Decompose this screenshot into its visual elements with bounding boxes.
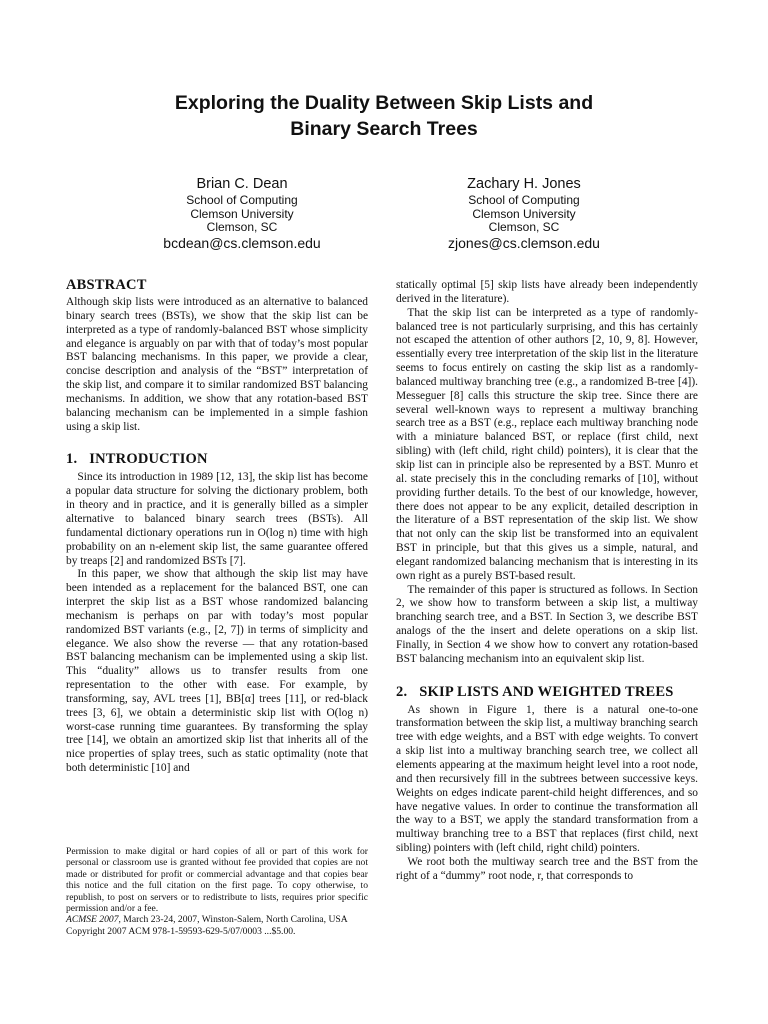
author-affiliation-line-3: Clemson, SC	[488, 220, 560, 235]
author-affiliation-line-2: Clemson University	[190, 206, 294, 221]
abstract-heading: ABSTRACT	[66, 277, 147, 293]
copyright-line: Copyright 2007 ACM 978-1-59593-629-5/07/0003 ...$5.00.	[66, 925, 296, 937]
paper-title	[60, 90, 708, 142]
section-2-paragraph-1: As shown in Figure 1, there is a natural one-to-one transformation between the skip list, a multiway branching search tree with edge weights, and a BST with edge weights. To convert a skip list into a multiway branching search tree, we collect all elements appearing at the maximum height level into a root node, and then recursively fill in the subtrees between successive keys. Weights on edges indicate parent-child height differences, and so have negative values. In order to continue the transformation all the way to a BST, we apply the standard transformation from a multiway branching tree to a BST that replaces (first child, next sibling) pointers with (left child, right child) pointers.	[396, 703, 698, 855]
section-title: INTRODUCTION	[89, 451, 208, 468]
author-affiliation-line-1: School of Computing	[186, 193, 298, 207]
author-block-2	[384, 175, 664, 252]
permission-text: Permission to make digital or hard copies of all or part of this work for personal or classroom use is granted without fee provided that copies are not made or distributed for profit or commercial advantage and that copies bear this notice and the full citation on the first page. To copy otherwise, to republish, to post on servers or to redistribute to lists, requires prior specific permission and/or a fee.	[66, 846, 368, 915]
author-name: Zachary H. Jones	[467, 176, 581, 192]
left-column	[66, 276, 368, 776]
section-number: 2.	[396, 683, 408, 700]
author-affiliation-line-3: Clemson, SC	[206, 220, 278, 235]
author-block-1	[102, 175, 382, 252]
author-email: bcdean@cs.clemson.edu	[163, 234, 321, 251]
author-email: zjones@cs.clemson.edu	[448, 234, 600, 251]
intro-paragraph-3: statically optimal [5] skip lists have already been independently derived in the literature).	[396, 279, 698, 305]
author-name: Brian C. Dean	[196, 176, 288, 192]
author-affiliation-line-1: School of Computing	[468, 193, 580, 207]
section-2-paragraph-2: We root both the multiway search tree and the BST from the right of a “dummy” root node, r, that corresponds to	[396, 855, 698, 882]
conference-name: ACMSE 2007,	[66, 914, 121, 926]
author-affiliation-line-2: Clemson University	[472, 206, 576, 221]
abstract-text: Although skip lists were introduced as an alternative to balanced binary search trees (BSTs), we show that the skip list can be interpreted as a type of randomly-balanced BST whose simplicity and elegance is arguably on par with that of today’s most popular BST balancing mechanisms. In this paper, we provide a clear, concise description and analysis of the “BST” interpretation of the skip list, and compare it to similar randomized BST balancing mechanisms. In addition, we show that any rotation-based BST balancing mechanism can be implemented in a simple fashion using a skip list.	[66, 296, 368, 433]
title-line-2: Binary Search Trees	[290, 118, 478, 140]
conference-line	[66, 914, 368, 925]
intro-paragraph-2: In this paper, we show that although the skip list may have been intended as a replacement for the balanced BST, one can interpret the skip list as a BST whose randomized balancing mechanism is perhaps on par with today’s most popular randomized BST variants (e.g., [2, 7]) in terms of simplicity and elegance. We also show the reverse — that any rotation-based BST balancing mechanism can be implemented using a skip list. This “duality” allows us to transfer results from one representation to the other with ease. For example, by transforming, say, AVL trees [1], BB[α] trees [11], or red-black trees [3, 6], we obtain a deterministic skip list with O(log n) worst-case running time guarantees. By transforming the splay tree [14], we obtain an amortized skip list that inherits all of the nice properties of splay trees, such as static optimality (note that both deterministic [10] and	[66, 568, 368, 775]
intro-paragraph-5: The remainder of this paper is structured as follows. In Section 2, we show how to transform between a skip list, a multiway branching search tree, and a BST. In Section 3, we describe BST analogs of the the insert and delete operations on a skip list. Finally, in Section 4 we show how to convert any rotation-based BST balancing mechanism into an equivalent skip list.	[396, 583, 698, 665]
intro-paragraph-4: That the skip list can be interpreted as a type of randomly-balanced tree is not particularly surprising, and this has certainly not escaped the attention of other authors [2, 10, 9, 8]. However, essentially every tree interpretation of the skip list in the literature seems to focus entirely on casting the skip list as a randomly-balanced multiway branching tree (e.g., a randomized B-tree [4]). Messeguer [8] calls this structure the skip tree. Since there are several well-known ways to represent a multiway branching search tree as a BST (e.g., replace each multiway branching node with a miniature balanced BST, or replace (first child, next sibling) with (left child, right child) pointers), it is clear that the skip list can in principle also be represented by a BST. Munro et al. state precisely this in the concluding remarks of [10], without providing further details. To the best of our knowledge, however, there does not appear to be any explicit, detailed description in the literature of a BST representation of the skip list. We show that not only can the skip list be transformed into an equivalent BST in principle, but that this gives us a simple, natural, and elegant randomized balancing mechanism that is interesting in its own right as a purely BST-based result.	[396, 306, 698, 582]
section-number: 1.	[66, 451, 78, 468]
section-1-heading	[66, 450, 368, 468]
conference-detail: March 23-24, 2007, Winston-Salem, North Carolina, USA	[120, 914, 348, 926]
right-column	[396, 279, 698, 884]
title-line-1: Exploring the Duality Between Skip Lists and	[174, 92, 594, 114]
intro-paragraph-1: Since its introduction in 1989 [12, 13], the skip list has become a popular data structure for solving the dictionary problem, both in theory and in practice, and it is generally billed as a simpler alternative to balanced binary search trees (BSTs). All fundamental dictionary operations run in O(log n) time with high probability on an n-element skip list, the same guarantee offered by treaps [2] and randomized BSTs [7].	[66, 471, 368, 567]
section-title: SKIP LISTS AND WEIGHTED TREES	[419, 683, 674, 700]
permission-notice	[66, 846, 368, 937]
section-2-heading	[396, 683, 698, 701]
